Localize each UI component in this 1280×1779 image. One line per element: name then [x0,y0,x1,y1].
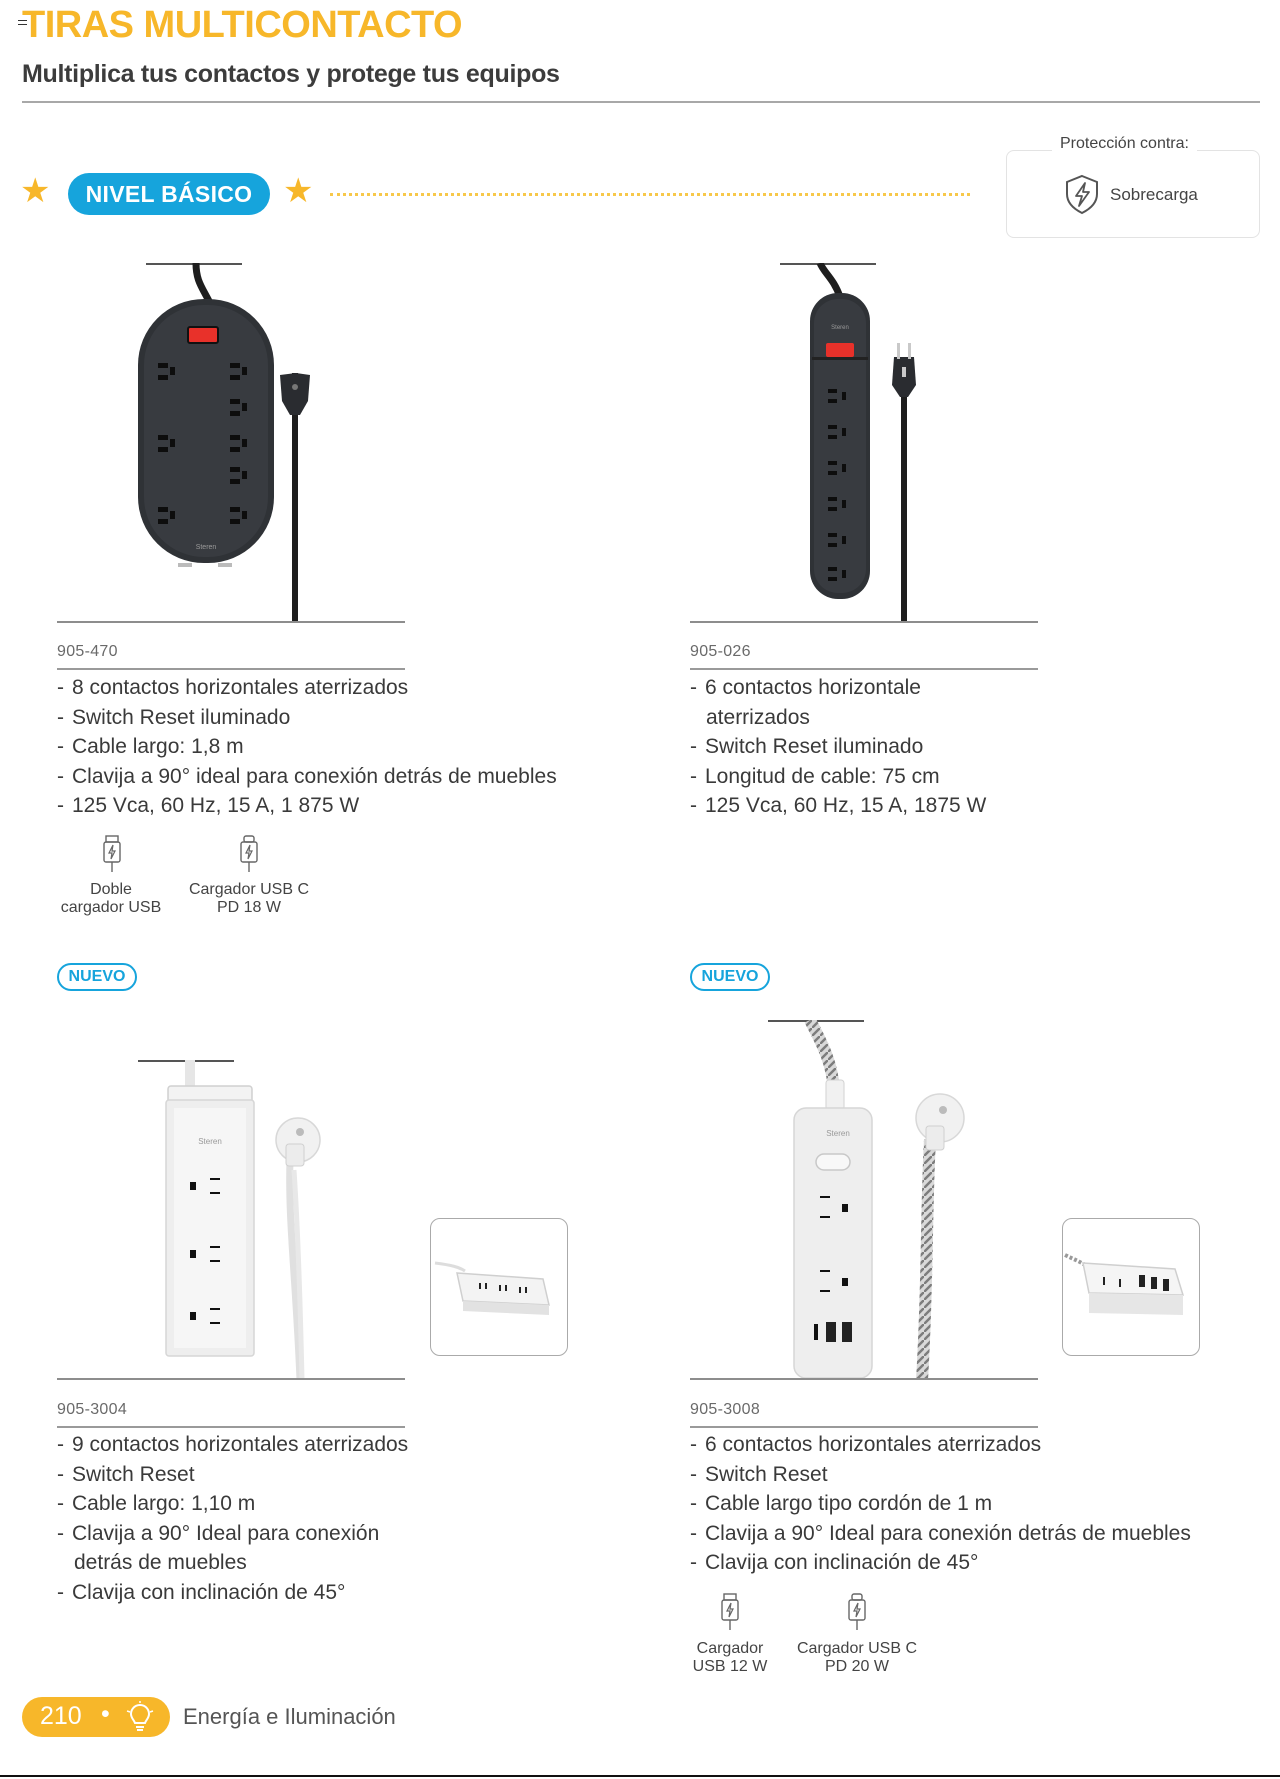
feature-item: - Clavija a 90° Ideal para conexión detrás de muebles [690,1519,1191,1549]
footer-separator: • [101,1700,110,1728]
sku-divider [57,1426,405,1428]
level-badge: NIVEL BÁSICO [68,173,270,215]
thumbnail-image [1063,1219,1200,1356]
page-subtitle: Multiplica tus contactos y protege tus equipos [22,60,560,88]
thumbnail-image [431,1219,568,1356]
feature-item: - 125 Vca, 60 Hz, 15 A, 1 875 W [57,791,557,821]
product-image-905-026 [790,263,950,623]
feature-list-905-026 [690,673,986,821]
feature-item: - Clavija a 90° Ideal para conexión [57,1519,408,1549]
star-icon: ★ [20,172,51,210]
sku-905-026: 905-026 [690,643,751,660]
svg-text:Steren: Steren [826,1129,850,1138]
page-number: 210 [40,1702,82,1730]
icon-label-usb-c: Cargador USB C PD 18 W [188,881,310,916]
product-image-905-3004 [160,1060,340,1380]
feature-item: - Switch Reset iluminado [57,703,557,733]
shield-bolt-icon [1062,173,1102,215]
thumbnail-905-3004 [430,1218,568,1356]
feature-item: - Switch Reset [57,1460,408,1490]
product-image-905-3008 [780,1020,980,1380]
feature-item: - Cable largo: 1,10 m [57,1489,408,1519]
image-baseline [57,1378,405,1380]
footer-rule [0,1775,1280,1777]
feature-item-continuation: aterrizados [706,705,810,729]
image-baseline [690,621,1038,623]
image-baseline [690,1378,1038,1380]
usb-charger-icon [99,834,125,874]
feature-item: - 8 contactos horizontales aterrizados [57,673,557,703]
feature-list-905-3008 [690,1430,1191,1578]
feature-item: - 6 contactos horizontales aterrizados [690,1430,1191,1460]
sku-divider [57,668,405,670]
feature-item: - 6 contactos horizontale [690,673,986,703]
sku-905-3008: 905-3008 [690,1401,761,1418]
feature-item: - Switch Reset iluminado [690,732,986,762]
image-baseline [57,621,405,623]
feature-item: - Clavija con inclinación de 45° [690,1548,1191,1578]
protection-label: Protección contra: [1052,135,1197,153]
feature-item: - Cable largo tipo cordón de 1 m [690,1489,1191,1519]
protection-item: Sobrecarga [1110,185,1198,204]
feature-item: - Clavija con inclinación de 45° [57,1578,408,1608]
thumbnail-905-3008 [1062,1218,1200,1356]
usb-c-charger-icon [236,834,262,874]
sku-divider [690,668,1038,670]
feature-item: - 9 contactos horizontales aterrizados [57,1430,408,1460]
star-icon: ★ [283,172,314,210]
feature-list-905-3004 [57,1430,408,1607]
sku-905-3004: 905-3004 [57,1401,128,1418]
header-divider [22,101,1260,103]
svg-text:Steren: Steren [195,544,217,551]
icon-label-usb-c: Cargador USB C PD 20 W [796,1640,918,1675]
footer-section-name: Energía e Iluminación [183,1704,396,1729]
icon-label-usb: Doble cargador USB [60,881,162,916]
feature-item: - Switch Reset [690,1460,1191,1490]
feature-list-905-470 [57,673,557,821]
feature-item-continuation: detrás de muebles [74,1551,247,1574]
usb-c-charger-icon [844,1592,870,1632]
product-image-905-470 [130,263,320,623]
lightbulb-icon [126,1701,154,1733]
sku-905-470: 905-470 [57,643,118,660]
icon-label-usb: Cargador USB 12 W [692,1640,768,1675]
feature-item: - 125 Vca, 60 Hz, 15 A, 1875 W [690,791,986,821]
svg-text:Steren: Steren [831,325,849,331]
feature-item: - Cable largo: 1,8 m [57,732,557,762]
feature-item: - Clavija a 90° ideal para conexión detrás de muebles [57,762,557,792]
svg-text:Steren: Steren [198,1137,222,1146]
feature-item: - Longitud de cable: 75 cm [690,762,986,792]
dotted-divider [330,193,970,196]
sku-divider [690,1426,1038,1428]
page-title: TIRAS MULTICONTACTO [22,4,463,46]
usb-charger-icon [717,1592,743,1632]
new-badge: NUEVO [57,963,137,991]
new-badge: NUEVO [690,963,770,991]
